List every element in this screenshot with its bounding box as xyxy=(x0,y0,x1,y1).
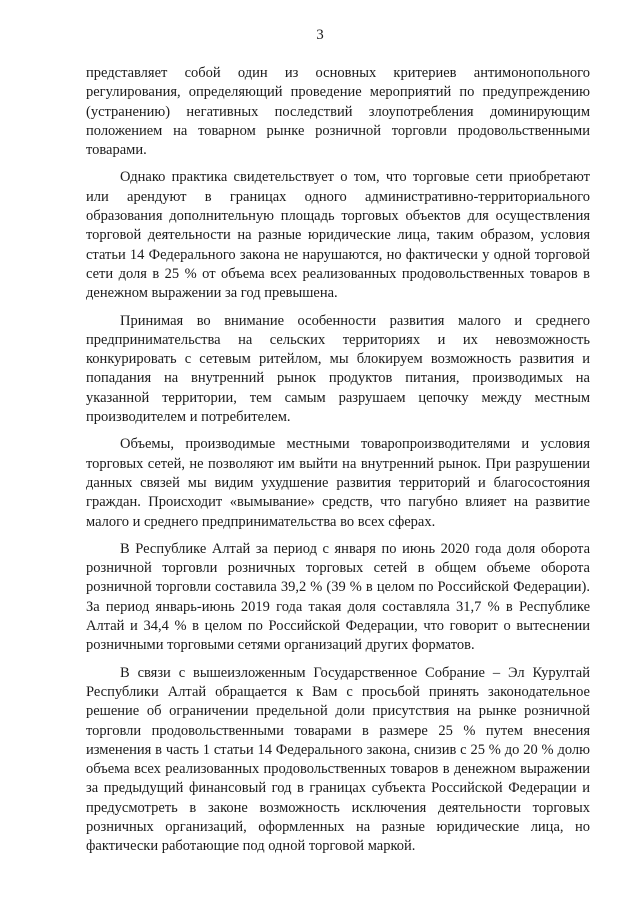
paragraph-local-producers: Объемы, производимые местными товаропроизводителями и условия торговых сетей, не позволяют им выйти на внутренний рынок. При разрушении данных связей мы видим ухудшение развития территорий и благосостояния граждан. Происходит «вымывание» средств, что пагубно влияет на развитие малого и среднего предпринимательства во всех сферах. xyxy=(86,436,590,530)
paragraph-request: В связи с вышеизложенным Государственное Собрание – Эл Курултай Республики Алтай обращается к Вам с просьбой принять законодательное решение об ограничении предельной доли присутствия на рынке розничной торговли продовольственными товарами в размере 25 % путем внесения изменения в часть 1 статьи 14 Федерального закона, снизив с 25 % до 20 % долю объема всех реализованных продовольственных товаров в денежном выражении за предыдущий финансовый год в границах субъекта Российской Федерации и предусмотреть в законе возможность исключения деятельности торговых розничных организаций, оформленных на разные юридические лица, но фактически работающие под одной торговой маркой. xyxy=(86,664,590,855)
page-number: 3 xyxy=(316,27,324,43)
paragraph-trade-networks-practice: Однако практика свидетельствует о том, что торговые сети приобретают или арендуют в границах одного административно-территориального образования дополнительную площадь торговых объектов для осуществления торговой деятельности на разные юридические лица, таким образом, условия статьи 14 Федерального закона не нарушаются, но фактически у одной торговой сети доля в 25 % от объема всех реализованных продовольственных товаров в денежном выражении за год превышена. xyxy=(86,169,590,302)
paragraph-statistics: В Республике Алтай за период с января по июнь 2020 года доля оборота розничной торговли розничных торговых сетей в общем объеме оборота розничной торговли составила 39,2 % (39 % в целом по Российской Федерации). За период январь-июнь 2019 года такая доля составляла 31,7 % в Республике Алтай и 34,4 % в целом по Российской Федерации, что говорит о вытеснении розничными торговыми сетями организаций других форматов. xyxy=(86,540,590,654)
paragraph-small-business: Принимая во внимание особенности развития малого и среднего предпринимательства на сельских территориях и их невозможность конкурировать с сетевым ритейлом, мы блокируем возможность развития и попадания на внутренний рынок продуктов питания, производимых на указанной территории, тем самым разрушаем цепочку между местным производителем и потребителем. xyxy=(86,312,590,426)
paragraph-continued: представляет собой один из основных критериев антимонопольного регулирования, определяющий проведение мероприятий по предупреждению (устранению) негативных последствий злоупотребления доминирующим положением на товарном рынке розничной торговли продовольственными товарами. xyxy=(86,65,590,159)
document-body xyxy=(86,64,590,865)
